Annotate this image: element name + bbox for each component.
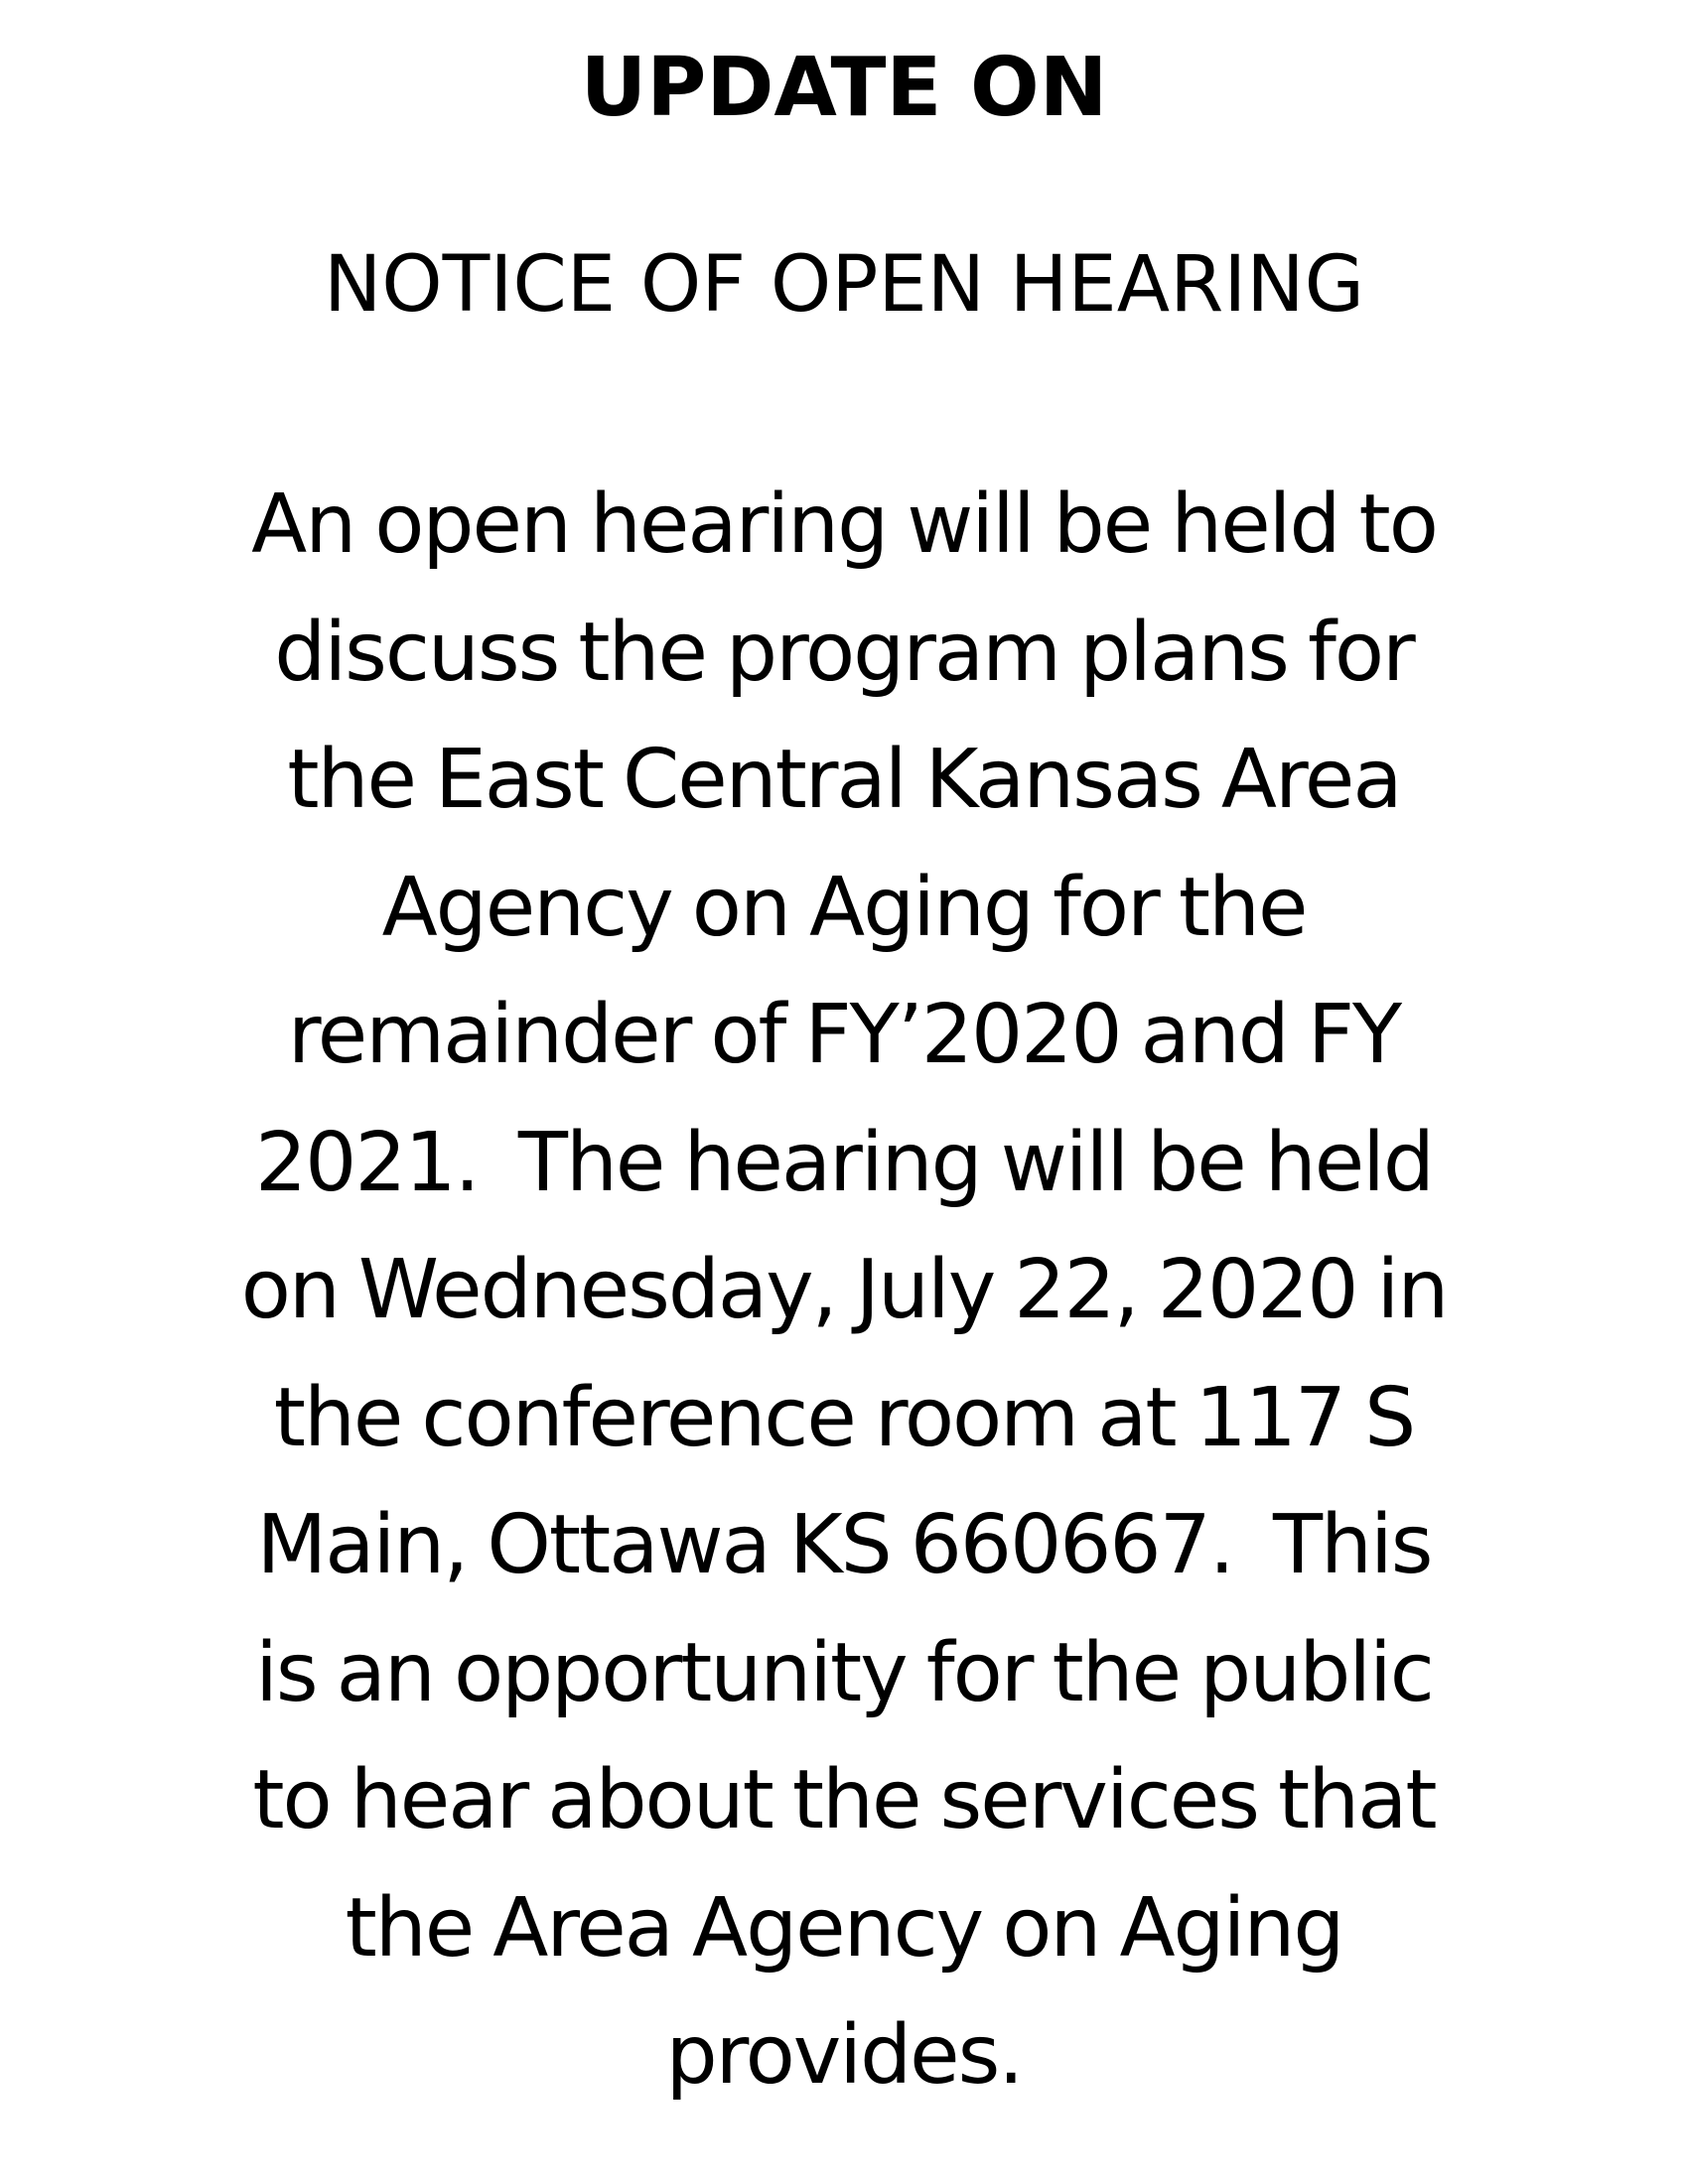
body-line-10: is an opportunity for the public [255, 1625, 1433, 1720]
notice-heading: NOTICE OF OPEN HEARING [323, 240, 1365, 330]
update-heading: UPDATE ON [580, 41, 1108, 135]
body-line-5: remainder of FY’2020 and FY [287, 988, 1401, 1082]
body-line-13: provides. [665, 2008, 1023, 2103]
body-line-7: on Wednesday, July 22, 2020 in [240, 1243, 1448, 1337]
body-line-12: the Area Agency on Aging [345, 1880, 1343, 1976]
body-line-9: Main, Ottawa KS 660667. This [256, 1498, 1432, 1592]
body-line-4: Agency on Aging for the [381, 860, 1307, 955]
body-line-2: discuss the program plans for [274, 605, 1414, 700]
body-line-3: the East Central Kansas Area [287, 733, 1401, 827]
notice-body [149, 462, 1539, 2120]
body-line-11: to hear about the services that [252, 1753, 1436, 1847]
body-line-1: An open hearing will be held to [251, 478, 1437, 572]
body-line-8: the conference room at 117 S [273, 1370, 1415, 1465]
body-line-6: 2021. The hearing will be held [254, 1115, 1433, 1210]
